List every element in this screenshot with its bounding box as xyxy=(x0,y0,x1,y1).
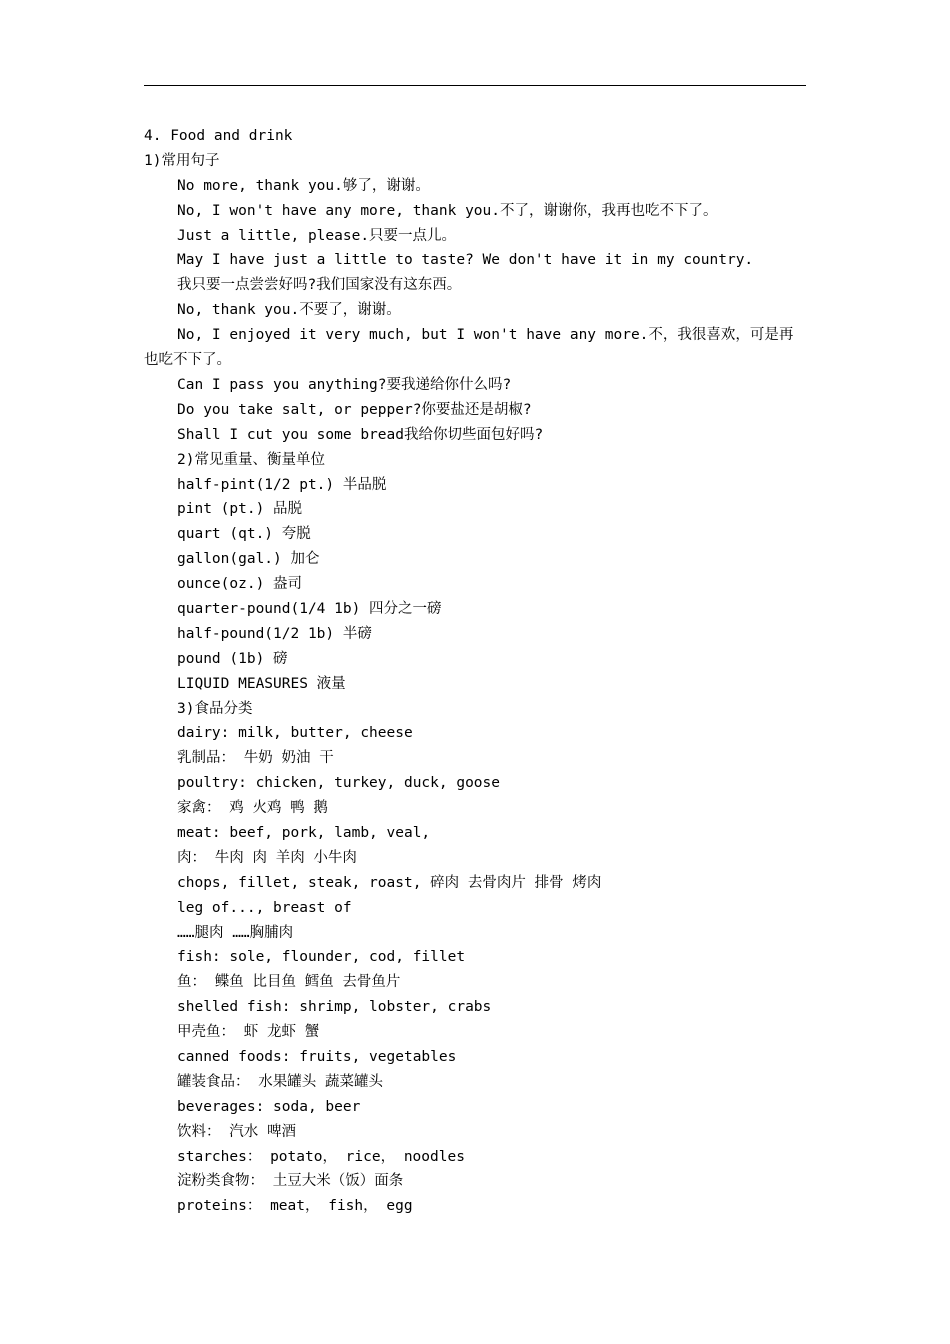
sentence-line: 我只要一点尝尝好吗?我们国家没有这东西。 xyxy=(177,277,462,294)
section-title: 4. Food and drink xyxy=(144,128,293,144)
unit-line: quarter-pound(1/4 1b) 四分之一磅 xyxy=(177,600,442,617)
food-category-line: fish: sole, flounder, cod, fillet xyxy=(177,949,466,966)
sentence-line: Can I pass you anything?要我递给你什么吗? xyxy=(177,376,512,393)
sentence-line-wrapped: No, I enjoyed it very much, but I won't have any more.不，我很喜欢，可是再也吃不下了。 xyxy=(144,327,794,369)
food-category-line: 罐装食品： 水果罐头 蔬菜罐头 xyxy=(177,1073,383,1090)
sentence-line: May I have just a little to taste? We don't have it in my country. xyxy=(177,252,754,269)
sentence-line: Just a little, please.只要一点儿。 xyxy=(177,227,457,244)
food-category-line: ……腿肉 ……胸脯肉 xyxy=(177,924,294,941)
food-category-line: shelled fish: shrimp, lobster, crabs xyxy=(177,999,492,1016)
sentence-line: Do you take salt, or pepper?你要盐还是胡椒? xyxy=(177,401,532,418)
unit-line: quart (qt.) 夸脱 xyxy=(177,526,311,543)
sentence-line: No, thank you.不要了，谢谢。 xyxy=(177,302,401,319)
food-category-line: poultry: chicken, turkey, duck, goose xyxy=(177,775,501,792)
sentence-line: No more, thank you.够了，谢谢。 xyxy=(177,177,430,194)
food-category-line: 乳制品： 牛奶 奶油 干 xyxy=(177,750,334,767)
food-category-line: starches： potato， rice， noodles xyxy=(177,1148,465,1165)
food-category-line: 肉： 牛肉 肉 羊肉 小牛肉 xyxy=(177,849,357,866)
food-category-line: canned foods: fruits, vegetables xyxy=(177,1048,457,1065)
unit-line: half-pound(1/2 1b) 半磅 xyxy=(177,625,372,642)
unit-line: half-pint(1/2 pt.) 半品脱 xyxy=(177,476,387,493)
unit-line: pint (pt.) 品脱 xyxy=(177,501,303,518)
unit-line: LIQUID MEASURES 液量 xyxy=(177,675,346,692)
food-category-line: dairy: milk, butter, cheese xyxy=(177,725,413,742)
food-category-line: 淀粉类食物： 土豆大米（饭）面条 xyxy=(177,1173,404,1190)
food-category-line: proteins： meat， fish， egg xyxy=(177,1198,413,1215)
header-rule xyxy=(144,85,806,86)
unit-line: gallon(gal.) 加仑 xyxy=(177,551,320,568)
food-category-line: 饮料： 汽水 啤酒 xyxy=(177,1123,296,1140)
document-body xyxy=(144,124,806,1219)
food-category-line: beverages: soda, beer xyxy=(177,1098,361,1115)
food-category-line: 甲壳鱼： 虾 龙虾 蟹 xyxy=(177,1024,320,1041)
sentence-line: No, I won't have any more, thank you.不了，谢谢你，我再也吃不下了。 xyxy=(177,202,718,219)
unit-line: ounce(oz.) 盎司 xyxy=(177,576,303,593)
food-category-line: meat: beef, pork, lamb, veal, xyxy=(177,824,431,841)
subsection-heading-sentences: 1)常用句子 xyxy=(144,152,220,169)
food-category-line: 家禽： 鸡 火鸡 鸭 鹅 xyxy=(177,800,328,817)
food-category-line: 鱼： 鲽鱼 比目鱼 鳕鱼 去骨鱼片 xyxy=(177,974,401,991)
food-category-line: leg of..., breast of xyxy=(177,899,352,916)
food-category-line: chops, fillet, steak, roast, 碎肉 去骨肉片 排骨 烤肉 xyxy=(177,874,602,891)
sentence-line: Shall I cut you some bread我给你切些面包好吗? xyxy=(177,426,544,443)
subsection-heading-food-categories: 3)食品分类 xyxy=(177,700,253,717)
subsection-heading-units: 2)常见重量、衡量单位 xyxy=(177,451,325,468)
unit-line: pound (1b) 磅 xyxy=(177,650,288,667)
